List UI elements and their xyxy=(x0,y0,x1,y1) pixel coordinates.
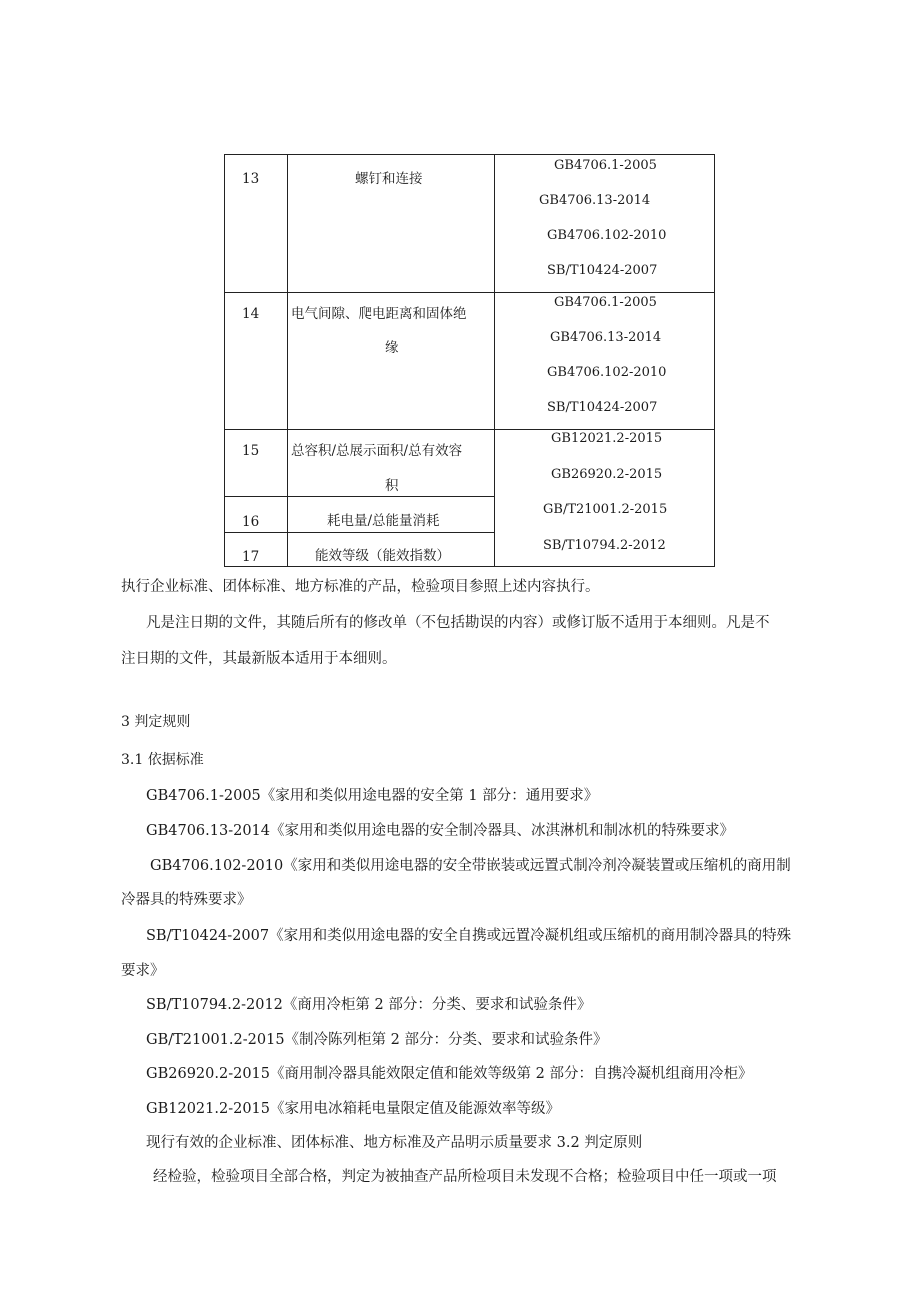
standard-sb-t10794-2: SB/T10794.2-2012《商用冷柜第 2 部分：分类、要求和试验条件》 xyxy=(146,997,592,1013)
current-valid-standards: 现行有效的企业标准、团体标准、地方标准及产品明示质量要求 3.2 判定原则 xyxy=(146,1135,643,1151)
table-col-divider-1 xyxy=(287,155,288,566)
row-15-item-line1: 总容积/总展示面积/总有效容 xyxy=(291,443,463,459)
row-13-standard-1: GB4706.1-2005 xyxy=(554,158,657,173)
row-14-standard-2: GB4706.13-2014 xyxy=(550,330,662,345)
row-14-standard-4: SB/T10424-2007 xyxy=(547,400,658,415)
standard-gb4706-1: GB4706.1-2005《家用和类似用途电器的安全第 1 部分：通用要求》 xyxy=(146,788,599,804)
row-13-standard-2: GB4706.13-2014 xyxy=(539,193,651,208)
standard-gb-t21001-2: GB/T21001.2-2015《制冷陈列柜第 2 部分：分类、要求和试验条件》 xyxy=(146,1032,608,1048)
row-16-number: 16 xyxy=(242,514,260,530)
rows-15-17-standard-3: GB/T21001.2-2015 xyxy=(543,502,668,517)
standard-gb26920-2: GB26920.2-2015《商用制冷器具能效限定值和能效等级第 2 部分：自携冷凝机组商用冷柜》 xyxy=(146,1066,753,1082)
standard-sb-t10424-line2: 要求》 xyxy=(121,963,165,979)
table-row-divider-13-14 xyxy=(225,292,714,293)
rows-15-17-standard-1: GB12021.2-2015 xyxy=(551,431,663,446)
row-14-number: 14 xyxy=(242,306,260,322)
rows-15-17-standard-2: GB26920.2-2015 xyxy=(551,467,663,482)
section-3-heading: 3 判定规则 xyxy=(121,714,191,730)
rows-15-17-standard-4: SB/T10794.2-2012 xyxy=(543,538,666,553)
standard-gb12021-2: GB12021.2-2015《家用电冰箱耗电量限定值及能源效率等级》 xyxy=(146,1101,560,1117)
standard-gb4706-102-line1: GB4706.102-2010《家用和类似用途电器的安全带嵌装或远置式制冷剂冷凝装置或压缩机的商用制 xyxy=(150,858,791,874)
table-col-divider-2 xyxy=(494,155,495,566)
row-13-standard-3: GB4706.102-2010 xyxy=(547,228,667,243)
row-17-number: 17 xyxy=(242,549,260,565)
row-13-standard-4: SB/T10424-2007 xyxy=(547,263,658,278)
row-13-item: 螺钉和连接 xyxy=(355,171,423,187)
row-13-number: 13 xyxy=(242,171,260,187)
standard-gb4706-102-line2: 冷器具的特殊要求》 xyxy=(121,892,252,908)
note-enterprise-standards: 执行企业标准、团体标准、地方标准的产品，检验项目参照上述内容执行。 xyxy=(121,579,600,595)
row-15-number: 15 xyxy=(242,443,260,459)
note-dated-documents-line1: 凡是注日期的文件，其随后所有的修改单（不包括勘误的内容）或修订版不适用于本细则。凡是不 xyxy=(146,615,770,631)
note-dated-documents-line2: 注日期的文件，其最新版本适用于本细则。 xyxy=(121,651,397,667)
row-17-item: 能效等级（能效指数） xyxy=(315,548,450,564)
section-3-1-heading: 3.1 依据标准 xyxy=(121,752,204,768)
row-15-item-line2: 积 xyxy=(385,478,399,494)
row-14-item-line2: 缘 xyxy=(385,340,399,356)
standards-table xyxy=(224,154,715,567)
table-row-divider-14-15 xyxy=(225,429,714,430)
row-14-standard-1: GB4706.1-2005 xyxy=(554,295,657,310)
standard-sb-t10424-line1: SB/T10424-2007《家用和类似用途电器的安全自携或远置冷凝机组或压缩机的商用制冷器具的特殊 xyxy=(146,928,792,944)
table-row-divider-15-16 xyxy=(225,496,494,497)
standard-gb4706-13: GB4706.13-2014《家用和类似用途电器的安全制冷器具、冰淇淋机和制冰机的特殊要求》 xyxy=(146,823,734,839)
row-14-item-line1: 电气间隙、爬电距离和固体绝 xyxy=(291,306,467,322)
table-row-divider-16-17 xyxy=(225,532,494,533)
judgment-principle: 经检验，检验项目全部合格，判定为被抽查产品所检项目未发现不合格；检验项目中任一项或一项 xyxy=(153,1169,777,1185)
row-14-standard-3: GB4706.102-2010 xyxy=(547,365,667,380)
row-16-item: 耗电量/总能量消耗 xyxy=(327,513,440,529)
